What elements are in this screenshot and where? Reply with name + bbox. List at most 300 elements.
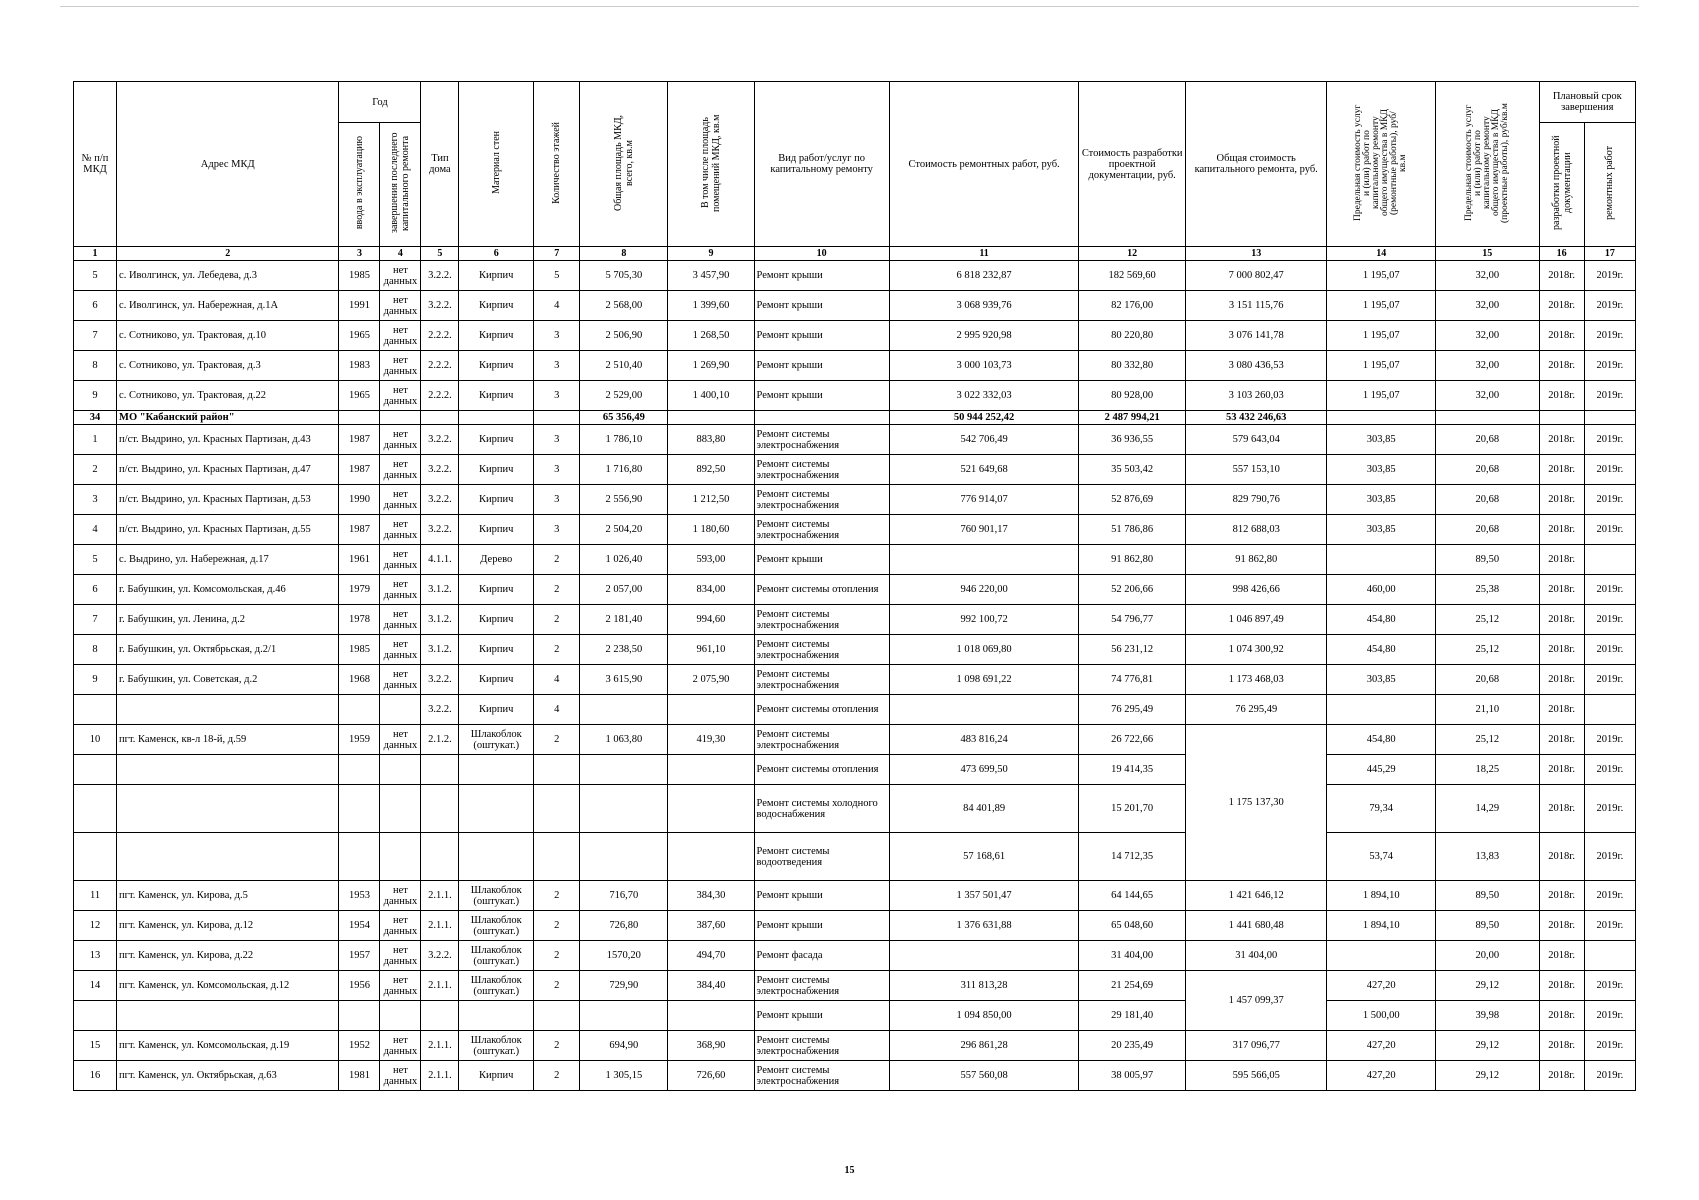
table-row (74, 261, 1636, 291)
row-year-commission (339, 695, 380, 725)
row-design-cost: 52 206,66 (1079, 575, 1186, 605)
row-repair-cost: 6 818 232,87 (889, 261, 1079, 291)
empty-cell (339, 1001, 380, 1031)
row-limit-design: 20,68 (1436, 515, 1540, 545)
row-design-cost: 14 712,35 (1079, 833, 1186, 881)
district-total-cost: 53 432 246,63 (1185, 411, 1326, 425)
row-work-type: Ремонт системы холодного водоснабжения (754, 785, 889, 833)
empty-cell (580, 1001, 668, 1031)
row-year-last-repair: нет данных (380, 515, 421, 545)
empty-cell (421, 755, 459, 785)
column-number: 15 (1436, 247, 1540, 261)
row-work-type: Ремонт системы отопления (754, 755, 889, 785)
column-number-row (74, 247, 1636, 261)
empty-cell (534, 411, 580, 425)
row-floors: 3 (534, 485, 580, 515)
table-row (74, 755, 1636, 785)
row-wall-material: Шлакоблок (оштукат.) (459, 725, 534, 755)
row-deadline-repair: 2019г. (1584, 291, 1635, 321)
empty-cell (534, 833, 580, 881)
row-limit-repair: 427,20 (1327, 971, 1436, 1001)
table-row (74, 941, 1636, 971)
table-row (74, 381, 1636, 411)
row-address: п/ст. Выдрино, ул. Красных Партизан, д.43 (117, 425, 339, 455)
row-deadline-repair: 2019г. (1584, 755, 1635, 785)
row-repair-cost: 1 357 501,47 (889, 881, 1079, 911)
row-address: п/ст. Выдрино, ул. Красных Партизан, д.47 (117, 455, 339, 485)
row-premises-area: 1 399,60 (668, 291, 754, 321)
row-floors: 2 (534, 881, 580, 911)
row-deadline-repair: 2019г. (1584, 575, 1635, 605)
row-wall-material: Кирпич (459, 515, 534, 545)
row-number: 8 (74, 351, 117, 381)
row-deadline-design: 2018г. (1539, 725, 1584, 755)
row-total-cost: 829 790,76 (1185, 485, 1326, 515)
row-work-type: Ремонт системы водоотведения (754, 833, 889, 881)
row-wall-material: Кирпич (459, 605, 534, 635)
empty-cell (380, 1001, 421, 1031)
row-deadline-repair: 2019г. (1584, 1031, 1635, 1061)
row-wall-material: Кирпич (459, 485, 534, 515)
row-floors: 2 (534, 725, 580, 755)
column-number: 9 (668, 247, 754, 261)
row-year-commission: 1987 (339, 515, 380, 545)
row-deadline-design: 2018г. (1539, 665, 1584, 695)
row-total-area: 2 181,40 (580, 605, 668, 635)
table-row (74, 725, 1636, 755)
row-address (117, 695, 339, 725)
row-house-type: 3.2.2. (421, 515, 459, 545)
row-design-cost: 20 235,49 (1079, 1031, 1186, 1061)
row-design-cost: 21 254,69 (1079, 971, 1186, 1001)
row-year-commission: 1953 (339, 881, 380, 911)
row-floors: 3 (534, 455, 580, 485)
row-address: г. Бабушкин, ул. Советская, д.2 (117, 665, 339, 695)
row-number: 10 (74, 725, 117, 755)
table-row (74, 785, 1636, 833)
row-repair-cost: 2 995 920,98 (889, 321, 1079, 351)
column-number: 16 (1539, 247, 1584, 261)
page-number: 15 (844, 1165, 855, 1176)
row-year-last-repair (380, 695, 421, 725)
row-deadline-repair: 2019г. (1584, 261, 1635, 291)
row-year-commission: 1985 (339, 635, 380, 665)
row-limit-repair: 303,85 (1327, 515, 1436, 545)
empty-cell (534, 755, 580, 785)
row-deadline-repair: 2019г. (1584, 455, 1635, 485)
row-limit-design: 20,68 (1436, 485, 1540, 515)
row-total-cost: 998 426,66 (1185, 575, 1326, 605)
table-row (74, 635, 1636, 665)
row-address: пгт. Каменск, ул. Комсомольская, д.12 (117, 971, 339, 1001)
table-row (74, 1061, 1636, 1091)
empty-cell (339, 833, 380, 881)
row-deadline-repair: 2019г. (1584, 971, 1635, 1001)
row-premises-area: 2 075,90 (668, 665, 754, 695)
empty-cell (459, 755, 534, 785)
row-house-type: 2.2.2. (421, 351, 459, 381)
row-year-commission: 1956 (339, 971, 380, 1001)
row-repair-cost: 542 706,49 (889, 425, 1079, 455)
row-wall-material: Шлакоблок (оштукат.) (459, 1031, 534, 1061)
row-year-last-repair: нет данных (380, 381, 421, 411)
row-total-cost: 3 151 115,76 (1185, 291, 1326, 321)
row-deadline-design: 2018г. (1539, 695, 1584, 725)
row-total-area: 2 556,90 (580, 485, 668, 515)
row-design-cost: 19 414,35 (1079, 755, 1186, 785)
row-year-last-repair: нет данных (380, 725, 421, 755)
row-limit-repair: 1 894,10 (1327, 911, 1436, 941)
row-limit-design: 32,00 (1436, 381, 1540, 411)
row-total-area: 2 510,40 (580, 351, 668, 381)
row-design-cost: 35 503,42 (1079, 455, 1186, 485)
row-number: 13 (74, 941, 117, 971)
empty-cell (339, 755, 380, 785)
empty-cell (117, 755, 339, 785)
row-total-area: 1570,20 (580, 941, 668, 971)
column-number: 13 (1185, 247, 1326, 261)
row-year-last-repair: нет данных (380, 941, 421, 971)
row-work-type: Ремонт системы электроснабжения (754, 1031, 889, 1061)
header-work-type: Вид работ/услуг по капитальному ремонту (754, 82, 889, 247)
row-deadline-repair: 2019г. (1584, 381, 1635, 411)
row-limit-design: 32,00 (1436, 291, 1540, 321)
row-work-type: Ремонт крыши (754, 261, 889, 291)
row-design-cost: 80 332,80 (1079, 351, 1186, 381)
row-house-type: 3.1.2. (421, 575, 459, 605)
row-floors: 2 (534, 1031, 580, 1061)
empty-cell (74, 833, 117, 881)
row-floors: 2 (534, 575, 580, 605)
header-house-type: Тип дома (421, 82, 459, 247)
row-work-type: Ремонт системы отопления (754, 575, 889, 605)
row-work-type: Ремонт системы отопления (754, 695, 889, 725)
row-work-type: Ремонт системы электроснабжения (754, 455, 889, 485)
row-deadline-repair: 2019г. (1584, 665, 1635, 695)
row-number: 1 (74, 425, 117, 455)
row-design-cost: 54 796,77 (1079, 605, 1186, 635)
row-work-type: Ремонт системы электроснабжения (754, 635, 889, 665)
row-house-type: 3.2.2. (421, 455, 459, 485)
row-address: п/ст. Выдрино, ул. Красных Партизан, д.55 (117, 515, 339, 545)
row-repair-cost: 84 401,89 (889, 785, 1079, 833)
row-year-last-repair: нет данных (380, 881, 421, 911)
row-limit-repair: 303,85 (1327, 455, 1436, 485)
column-number: 2 (117, 247, 339, 261)
row-limit-repair: 53,74 (1327, 833, 1436, 881)
row-year-commission: 1990 (339, 485, 380, 515)
row-limit-design: 25,38 (1436, 575, 1540, 605)
row-repair-cost: 1 018 069,80 (889, 635, 1079, 665)
row-repair-cost: 311 813,28 (889, 971, 1079, 1001)
row-limit-design: 89,50 (1436, 545, 1540, 575)
header-wall-material: Материал стен (459, 82, 534, 247)
row-work-type: Ремонт системы электроснабжения (754, 725, 889, 755)
row-premises-area: 3 457,90 (668, 261, 754, 291)
row-deadline-design: 2018г. (1539, 605, 1584, 635)
row-deadline-repair: 2019г. (1584, 725, 1635, 755)
row-floors: 2 (534, 635, 580, 665)
row-year-commission: 1952 (339, 1031, 380, 1061)
row-year-last-repair: нет данных (380, 911, 421, 941)
row-repair-cost (889, 695, 1079, 725)
row-floors: 5 (534, 261, 580, 291)
row-design-cost: 36 936,55 (1079, 425, 1186, 455)
row-total-cost: 1 457 099,37 (1185, 971, 1326, 1031)
row-year-commission: 1957 (339, 941, 380, 971)
row-address: с. Иволгинск, ул. Лебедева, д.3 (117, 261, 339, 291)
row-number: 5 (74, 261, 117, 291)
column-number: 1 (74, 247, 117, 261)
row-year-commission: 1959 (339, 725, 380, 755)
row-address: г. Бабушкин, ул. Ленина, д.2 (117, 605, 339, 635)
row-design-cost: 74 776,81 (1079, 665, 1186, 695)
header-floors: Количество этажей (534, 82, 580, 247)
table-row (74, 1001, 1636, 1031)
row-deadline-design: 2018г. (1539, 911, 1584, 941)
column-number: 14 (1327, 247, 1436, 261)
empty-cell (668, 1001, 754, 1031)
row-limit-design: 20,68 (1436, 665, 1540, 695)
row-house-type: 3.1.2. (421, 635, 459, 665)
row-deadline-design: 2018г. (1539, 941, 1584, 971)
row-address: пгт. Каменск, ул. Комсомольская, д.19 (117, 1031, 339, 1061)
row-work-type: Ремонт фасада (754, 941, 889, 971)
capital-repair-table (73, 81, 1636, 1091)
row-limit-design: 29,12 (1436, 1031, 1540, 1061)
row-number: 3 (74, 485, 117, 515)
row-premises-area: 593,00 (668, 545, 754, 575)
row-work-type: Ремонт крыши (754, 545, 889, 575)
row-deadline-repair: 2019г. (1584, 785, 1635, 833)
row-year-commission: 1961 (339, 545, 380, 575)
empty-cell (380, 785, 421, 833)
row-year-commission: 1968 (339, 665, 380, 695)
row-floors: 3 (534, 381, 580, 411)
row-deadline-design: 2018г. (1539, 291, 1584, 321)
row-address: пгт. Каменск, ул. Кирова, д.12 (117, 911, 339, 941)
row-premises-area: 994,60 (668, 605, 754, 635)
row-year-commission: 1978 (339, 605, 380, 635)
row-deadline-design: 2018г. (1539, 1031, 1584, 1061)
table-row (74, 1031, 1636, 1061)
row-premises-area: 1 400,10 (668, 381, 754, 411)
row-total-area: 726,80 (580, 911, 668, 941)
empty-cell (580, 833, 668, 881)
row-design-cost: 76 295,49 (1079, 695, 1186, 725)
column-number: 11 (889, 247, 1079, 261)
row-house-type: 2.2.2. (421, 321, 459, 351)
row-total-cost: 31 404,00 (1185, 941, 1326, 971)
table-row (74, 545, 1636, 575)
row-repair-cost: 946 220,00 (889, 575, 1079, 605)
empty-cell (1327, 411, 1436, 425)
district-number: 34 (74, 411, 117, 425)
row-limit-repair (1327, 941, 1436, 971)
table-row (74, 881, 1636, 911)
row-total-area: 2 504,20 (580, 515, 668, 545)
row-deadline-design: 2018г. (1539, 515, 1584, 545)
row-limit-design: 89,50 (1436, 911, 1540, 941)
row-wall-material: Кирпич (459, 635, 534, 665)
row-work-type: Ремонт крыши (754, 381, 889, 411)
row-deadline-design: 2018г. (1539, 425, 1584, 455)
row-year-commission: 1954 (339, 911, 380, 941)
row-total-cost: 317 096,77 (1185, 1031, 1326, 1061)
row-limit-repair: 460,00 (1327, 575, 1436, 605)
row-wall-material: Шлакоблок (оштукат.) (459, 911, 534, 941)
row-total-area: 3 615,90 (580, 665, 668, 695)
row-deadline-design: 2018г. (1539, 1001, 1584, 1031)
row-design-cost: 91 862,80 (1079, 545, 1186, 575)
empty-cell (1436, 411, 1540, 425)
empty-cell (580, 785, 668, 833)
row-deadline-repair: 2019г. (1584, 911, 1635, 941)
row-limit-design: 20,00 (1436, 941, 1540, 971)
row-house-type: 2.1.1. (421, 1031, 459, 1061)
table-row (74, 575, 1636, 605)
row-address: с. Сотниково, ул. Трактовая, д.3 (117, 351, 339, 381)
table-row (74, 291, 1636, 321)
row-total-area: 1 786,10 (580, 425, 668, 455)
empty-cell (74, 755, 117, 785)
empty-cell (421, 411, 459, 425)
row-year-last-repair: нет данных (380, 321, 421, 351)
row-year-last-repair: нет данных (380, 485, 421, 515)
row-total-cost: 1 441 680,48 (1185, 911, 1326, 941)
row-number (74, 695, 117, 725)
header-premises-area: В том числе площадь помещений МКД, кв.м (668, 82, 754, 247)
row-limit-design: 29,12 (1436, 971, 1540, 1001)
row-total-area: 2 506,90 (580, 321, 668, 351)
header-year-commission: ввода в эксплуатацию (339, 123, 380, 247)
row-premises-area: 494,70 (668, 941, 754, 971)
header-deadline-design: разработки проектной документации (1539, 123, 1584, 247)
column-number: 6 (459, 247, 534, 261)
row-house-type: 2.2.2. (421, 381, 459, 411)
row-design-cost: 15 201,70 (1079, 785, 1186, 833)
row-address: г. Бабушкин, ул. Октябрьская, д.2/1 (117, 635, 339, 665)
row-work-type: Ремонт крыши (754, 881, 889, 911)
empty-cell (754, 411, 889, 425)
row-limit-design: 29,12 (1436, 1061, 1540, 1091)
row-year-last-repair: нет данных (380, 575, 421, 605)
empty-cell (421, 1001, 459, 1031)
table-row (74, 665, 1636, 695)
row-premises-area: 834,00 (668, 575, 754, 605)
row-total-cost: 1 175 137,30 (1185, 725, 1326, 881)
row-number: 9 (74, 381, 117, 411)
row-work-type: Ремонт системы электроснабжения (754, 515, 889, 545)
row-limit-design: 89,50 (1436, 881, 1540, 911)
row-year-last-repair: нет данных (380, 545, 421, 575)
row-premises-area: 387,60 (668, 911, 754, 941)
row-deadline-design: 2018г. (1539, 261, 1584, 291)
row-design-cost: 31 404,00 (1079, 941, 1186, 971)
table-row (74, 425, 1636, 455)
empty-cell (339, 411, 380, 425)
row-total-area: 1 305,15 (580, 1061, 668, 1091)
row-total-area: 2 529,00 (580, 381, 668, 411)
row-year-last-repair: нет данных (380, 351, 421, 381)
row-number: 6 (74, 291, 117, 321)
row-house-type: 2.1.1. (421, 1061, 459, 1091)
row-work-type: Ремонт крыши (754, 321, 889, 351)
row-wall-material: Кирпич (459, 425, 534, 455)
row-year-commission: 1991 (339, 291, 380, 321)
row-repair-cost: 760 901,17 (889, 515, 1079, 545)
row-floors: 2 (534, 605, 580, 635)
row-deadline-repair: 2019г. (1584, 321, 1635, 351)
column-number: 5 (421, 247, 459, 261)
table-row (74, 695, 1636, 725)
row-year-last-repair: нет данных (380, 665, 421, 695)
header-total-cost: Общая стоимость капитального ремонта, руб. (1185, 82, 1326, 247)
table-row (74, 605, 1636, 635)
row-total-area: 2 238,50 (580, 635, 668, 665)
row-number: 5 (74, 545, 117, 575)
row-premises-area: 419,30 (668, 725, 754, 755)
row-design-cost: 29 181,40 (1079, 1001, 1186, 1031)
row-year-commission: 1983 (339, 351, 380, 381)
row-limit-repair: 303,85 (1327, 425, 1436, 455)
row-premises-area: 883,80 (668, 425, 754, 455)
row-deadline-design: 2018г. (1539, 971, 1584, 1001)
row-floors: 2 (534, 545, 580, 575)
row-house-type: 2.1.1. (421, 881, 459, 911)
row-address: с. Иволгинск, ул. Набережная, д.1А (117, 291, 339, 321)
row-limit-repair: 1 195,07 (1327, 261, 1436, 291)
row-deadline-design: 2018г. (1539, 351, 1584, 381)
row-number: 8 (74, 635, 117, 665)
row-number: 4 (74, 515, 117, 545)
row-floors: 2 (534, 971, 580, 1001)
row-address: пгт. Каменск, кв-л 18-й, д.59 (117, 725, 339, 755)
row-house-type: 3.2.2. (421, 261, 459, 291)
empty-cell (380, 411, 421, 425)
row-floors: 2 (534, 1061, 580, 1091)
row-repair-cost: 3 000 103,73 (889, 351, 1079, 381)
row-number: 14 (74, 971, 117, 1001)
row-deadline-design: 2018г. (1539, 321, 1584, 351)
row-total-area: 1 063,80 (580, 725, 668, 755)
row-deadline-design: 2018г. (1539, 881, 1584, 911)
empty-cell (668, 411, 754, 425)
row-number: 9 (74, 665, 117, 695)
empty-cell (421, 785, 459, 833)
row-total-cost: 1 173 468,03 (1185, 665, 1326, 695)
empty-cell (1539, 411, 1584, 425)
empty-cell (117, 1001, 339, 1031)
row-repair-cost: 1 098 691,22 (889, 665, 1079, 695)
row-repair-cost: 483 816,24 (889, 725, 1079, 755)
header-limit-repair: Предельная стоимость услуг и (или) работ по капитальному ремонту общего имущества в МКД (ремонтные работы), руб/кв.м (1327, 82, 1436, 247)
row-floors: 3 (534, 321, 580, 351)
row-limit-design: 20,68 (1436, 425, 1540, 455)
row-total-area: 2 057,00 (580, 575, 668, 605)
row-limit-design: 18,25 (1436, 755, 1540, 785)
row-design-cost: 56 231,12 (1079, 635, 1186, 665)
row-year-last-repair: нет данных (380, 291, 421, 321)
row-total-area: 694,90 (580, 1031, 668, 1061)
empty-cell (668, 785, 754, 833)
row-limit-design: 32,00 (1436, 351, 1540, 381)
row-limit-repair: 1 894,10 (1327, 881, 1436, 911)
row-limit-repair: 1 195,07 (1327, 351, 1436, 381)
row-limit-repair: 427,20 (1327, 1061, 1436, 1091)
row-premises-area: 368,90 (668, 1031, 754, 1061)
row-design-cost: 26 722,66 (1079, 725, 1186, 755)
